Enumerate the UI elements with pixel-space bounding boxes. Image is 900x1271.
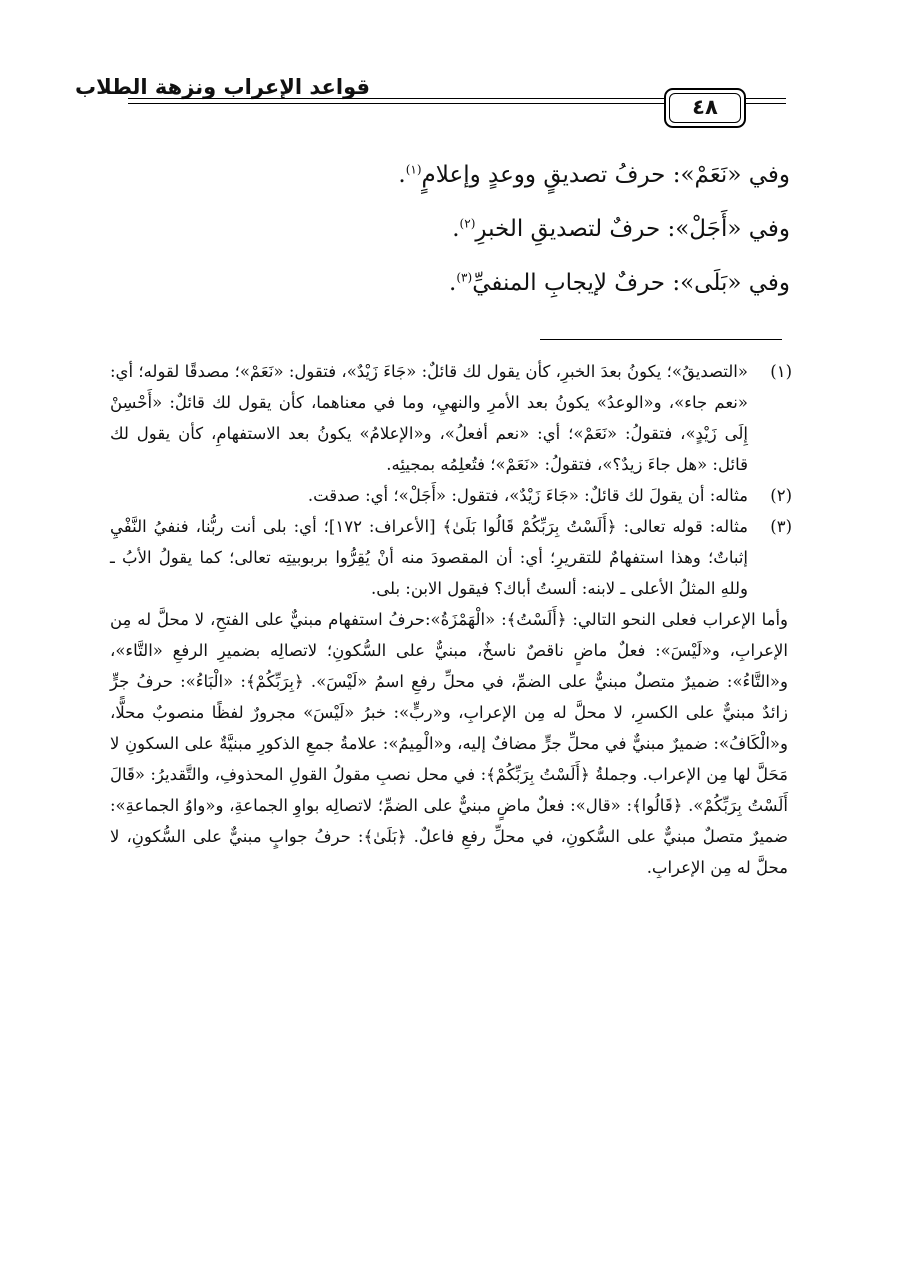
main-line-text: وفي «أَجَلْ»: حرفٌ لتصديقِ الخبرِ (475, 216, 790, 242)
footnote-number: (١) (770, 362, 792, 381)
footnote-number: (٣) (770, 517, 792, 536)
main-line-naam (230, 148, 790, 202)
line-end: . (449, 270, 457, 296)
header-rule-right (746, 98, 786, 99)
footnote-ref[interactable]: (٢) (459, 216, 476, 231)
line-end: . (452, 216, 460, 242)
footnote-2 (110, 480, 792, 511)
header-rule-right (746, 103, 786, 104)
main-line-text: وفي «نَعَمْ»: حرفُ تصديقٍ ووعدٍ وإعلامٍ (421, 162, 790, 188)
footnote-3 (110, 511, 792, 604)
main-text (230, 148, 790, 310)
main-line-ajal (230, 202, 790, 256)
irab-paragraph: وأما الإعراب فعلى النحو التالي: ﴿أَلَسْتُ﴾: «الْهَمْزَةُ»:حرفُ استفهام مبنيٌّ على الفتحِ، لا محلَّ له مِن الإعرابِ، و«لَيْسَ»: فعلٌ ماضٍ ناقصٌ ناسخٌ، مبنيٌّ على السُّكونِ؛ لاتصالِه بضميرِ الرفعِ «التَّاء»، و«التَّاءُ»: ضميرٌ متصلٌ مبنيٌّ على الضمِّ، في محلِّ رفعِ اسمُ «لَيْسَ». ﴿بِرَبِّكُمْ﴾: «الْبَاءُ»: حرفُ جرٍّ زائدٌ مبنيٌّ على الكسرِ، لا محلَّ له مِن الإعرابِ، و«ربٍّ»: خبرُ «لَيْسَ» مجرورٌ لفظًا منصوبٌ محلًّا، و«الْكَافُ»: ضميرٌ مبنيٌّ في محلِّ جرٍّ مضافٌ إليه، و«الْمِيمُ»: علامةُ جمعِ الذكورِ مبنيَّةٌ على السكونِ لا مَحَلَّ لها مِن الإعراب. وجملةُ ﴿أَلَسْتُ بِرَبِّكُمْ﴾: في محل نصبِ مقولُ القولِ المحذوفِ، والتَّقديرُ: «قَالَ أَلَسْتُ بِرَبِّكُمْ». ﴿قَالُوا﴾: «قال»: فعلٌ ماضٍ مبنيٌّ على الضمِّ؛ لاتصالِه بواوِ الجماعةِ، و«واوُ الجماعةِ»: ضميرٌ متصلٌ مبنيٌّ على السُّكونِ، في محلِّ رفعِ فاعلٌ. ﴿بَلَىٰ﴾: حرفُ جوابٍ مبنيٌّ على السُّكونِ، لا محلَّ له مِن الإعرابِ. (110, 610, 788, 877)
footnote-text: مثاله: أن يقولَ لك قائلٌ: «جَاءَ زَيْدٌ»، فتقول: «أَجَلْ»؛ أي: صدقت. (307, 486, 748, 505)
footnote-divider (540, 339, 782, 340)
footnotes (110, 356, 792, 883)
page-number-frame (664, 88, 746, 128)
footnote-ref[interactable]: (٣) (456, 270, 473, 285)
footnote-1 (110, 356, 792, 480)
line-end: . (398, 162, 406, 188)
main-line-bala (230, 256, 790, 310)
footnote-text: «التصديقُ»؛ يكونُ بعدَ الخبرِ، كأن يقول لك قائلٌ: «جَاءَ زَيْدٌ»، فتقول: «نَعَمْ»؛ مصدقًا لقوله؛ أي: «نعم جاء»، و«الوعدُ» يكونُ بعد الأمرِ والنهيِ، وما في معناهما، كأن يقول لك قائلٌ: «أَحْسِنْ إِلَى زَيْدٍ»، فتقولُ: «نَعَمْ»؛ أي: «نعم أفعلُ»، و«الإعلامُ» يكونُ بعد الاستفهامِ، كأن يقول لك قائل: «هل جاءَ زيدٌ؟»، فتقولُ: «نَعَمْ»؛ فتُعلِمُه بمجيئِه. (110, 362, 748, 474)
page-number: ٤٨ (669, 93, 741, 123)
running-header-title: قواعد الإعراب ونزهة الطلاب (75, 75, 370, 99)
footnote-ref[interactable]: (١) (405, 162, 422, 177)
footnote-text: مثاله: قوله تعالى: ﴿أَلَسْتُ بِرَبِّكُمْ قَالُوا بَلَىٰ﴾ [الأعراف: ١٧٢]؛ أي: بلى أنت ربُّنا، فنفيُ النَّفْيِ إثباتٌ؛ وهذا استفهامٌ للتقريرِ؛ أي: أن المقصودَ منه أنْ يُقِرُّوا بربوبيتِه تعالى؛ كما يقولُ الأبُ ـ وللهِ المثلُ الأعلى ـ لابنه: ألستُ أباك؟ فيقول الابن: بلى. (110, 517, 748, 598)
footnote-number: (٢) (770, 486, 792, 505)
main-line-text: وفي «بَلَى»: حرفٌ لإيجابِ المنفيِّ (472, 270, 790, 296)
